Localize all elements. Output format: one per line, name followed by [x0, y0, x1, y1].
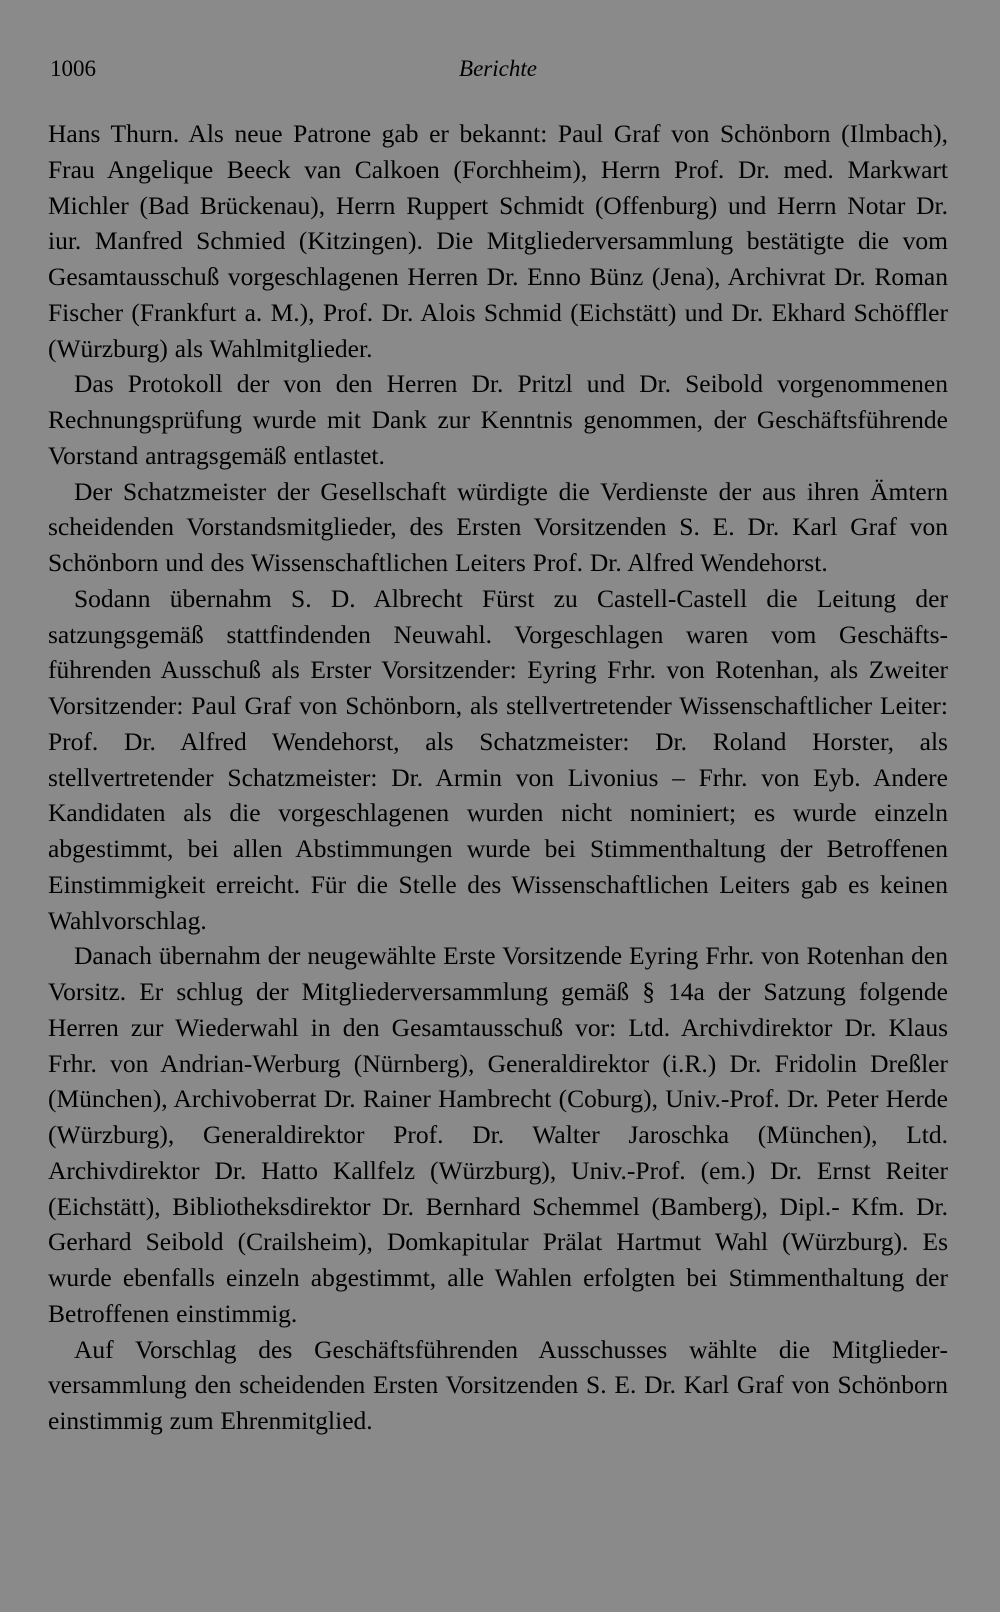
page-number: 1006 [50, 56, 96, 81]
paragraph-reelection-committee: Danach übernahm der neugewählte Erste Vorsitzende Eyring Frhr. von Rotenhan den Vorsitz. Er schlug der Mitgliederversammlung gemäß § 14a der Satzung folgende Herren zur Wiederwahl in den Gesamtausschuß vor: Ltd. Archivdirektor Dr. Klaus Frhr. von Andrian-Werburg (Nürnberg), Generaldirektor (i.R.) Dr. Fridolin Dreßler (München), Archivoberrat Dr. Rainer Hambrecht (Coburg), Univ.-Prof. Dr. Peter Herde (Würzburg), Generaldirektor Prof. Dr. Walter Jaroschka (München), Ltd. Archivdirektor Dr. Hatto Kallfelz (Würzburg), Univ.-Prof. (em.) Dr. Ernst Reiter (Eichstätt), Bibliotheksdirektor Dr. Bernhard Schemmel (Bamberg), Dipl.- Kfm. Dr. Gerhard Seibold (Crailsheim), Domkapitular Prälat Hartmut Wahl (Würzburg). Es wurde ebenfalls einzeln abgestimmt, alle Wahlen erfolgten bei Stimmenthaltung der Betroffenen einstimmig. [48, 941, 948, 1328]
running-head [48, 50, 948, 90]
body-text [48, 116, 948, 1439]
paragraph-election: Sodann übernahm S. D. Albrecht Fürst zu Castell-Castell die Leitung der satzungsgemäß stattfindenden Neuwahl. Vorgeschlagen waren vom Geschäftsführenden Ausschuß als Erster Vorsitzender: Eyring Frhr. von Rotenhan, als Zweiter Vorsitzender: Paul Graf von Schönborn, als stellvertretender Wissenschaftlicher Leiter: Prof. Dr. Alfred Wendehorst, als Schatzmeister: Dr. Roland Horster, als stellvertretender Schatzmeister: Dr. Armin von Livonius – Frhr. von Eyb. Andere Kandidaten als die vorgeschlagenen wurden nicht nominiert; es wurde einzeln abgestimmt, bei allen Abstimmungen wurde bei Stimmenthaltung der Betroffenen Einstimmigkeit erreicht. Für die Stelle des Wissenschaftlichen Leiters gab es keinen Wahlvorschlag. [48, 583, 948, 935]
paragraph-continued: Hans Thurn. Als neue Patrone gab er bekannt: Paul Graf von Schönborn (Ilmbach), Frau Angelique Beeck van Calkoen (Forchheim), Herrn Prof. Dr. med. Markwart Michler (Bad Brückenau), Herrn Ruppert Schmidt (Offenburg) und Herrn Notar Dr. iur. Manfred Schmied (Kitzingen). Die Mitgliederversammlung bestätigte die vom Gesamtausschuß vorgeschlagenen Herren Dr. Enno Bünz (Jena), Archivrat Dr. Roman Fischer (Frankfurt a. M.), Prof. Dr. Alois Schmid (Eichstätt) und Dr. Ekhard Schöffler (Würzburg) als Wahlmitglieder. [48, 119, 948, 363]
paragraph-treasurer-tribute: Der Schatzmeister der Gesellschaft würdigte die Verdienste der aus ihren Ämtern scheidenden Vorstandsmitglieder, des Ersten Vorsitzenden S. E. Dr. Karl Graf von Schönborn und des Wissenschaftlichen Leiters Prof. Dr. Alfred Wendehorst. [48, 476, 948, 577]
section-title: Berichte [459, 56, 537, 81]
paragraph-honorary-member: Auf Vorschlag des Geschäftsführenden Ausschusses wählte die Mitgliederversammlung den scheidenden Ersten Vorsitzenden S. E. Dr. Karl Graf von Schönborn einstimmig zum Ehrenmitglied. [48, 1334, 948, 1435]
paragraph-audit-report: Das Protokoll der von den Herren Dr. Pritzl und Dr. Seibold vorgenommenen Rechnungsprüfung wurde mit Dank zur Kenntnis genommen, der Geschäftsführende Vorstand antragsgemäß entlastet. [48, 369, 948, 470]
document-page [48, 50, 948, 1439]
